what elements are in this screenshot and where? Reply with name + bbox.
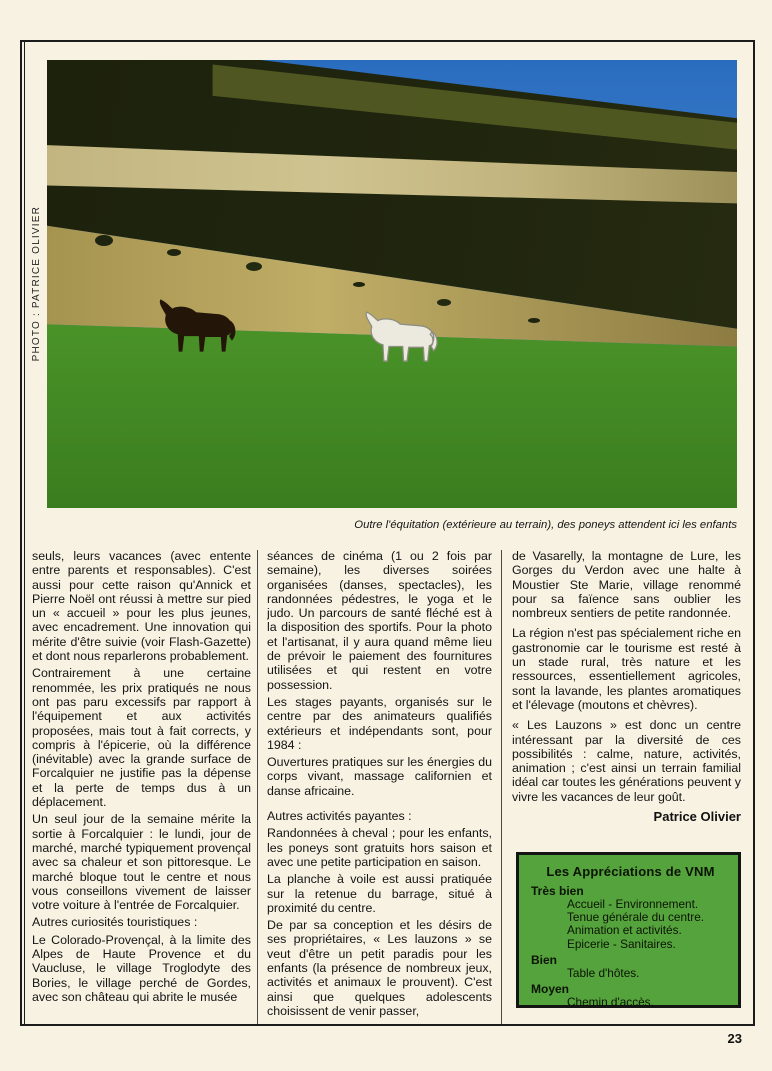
ratings-section-bien [531, 953, 730, 980]
article-paragraph: Les stages payants, organisés sur le centre par des animateurs qualifiés extérieurs et indépendants sont, pour 1984 : [267, 694, 492, 752]
article-paragraph: de Vasarelly, la montagne de Lure, les Gorges du Verdon avec une halte à Moustier Ste Marie, village renommé pour sa faïence sans oublier les nombreux sentiers de petite randonnée. [512, 549, 741, 621]
ratings-box-title: Les Appréciations de VNM [546, 864, 715, 879]
ratings-item: Table d'hôtes. [567, 965, 640, 980]
article-photo [47, 60, 737, 508]
ratings-section-moyen [531, 982, 730, 1009]
ratings-grade-label: Bien [531, 952, 558, 967]
ratings-item: Epicerie - Sanitaires. [567, 936, 676, 951]
article-paragraph: « Les Lauzons » est donc un centre intéressant par la diversité de ces possibilités : calme, nature, activités, animation ; c'est ainsi un terrain familial idéal car toutes les générations peuvent y vivre les vacances de leur goût. [512, 718, 741, 804]
article-paragraph: De par sa conception et les désirs de ses propriétaires, « Les lauzons » se veut d'être un petit paradis pour les enfants (la présence de nombreux jeux, activités et animaux le prouvent). C'est ainsi que quelques adolescents choisissent de venir passer, [267, 918, 492, 1018]
white-pony-silhouette [358, 306, 444, 368]
author-signature: Patrice Olivier [653, 809, 741, 825]
article-paragraph: seuls, leurs vacances (avec entente entre parents et responsables). C'est aussi pour cette raison qu'Annick et Pierre Noël ont réussi à mettre sur pied un « accueil » pour les plus jeunes, avec encadrement. Une innovation qui mérite d'être suivie (voir Flash-Gazette) et dont nous reparlerons probablement. [32, 549, 251, 664]
article-subhead: Autres curiosités touristiques : [32, 915, 198, 930]
article-paragraph: La région n'est pas spécialement riche en gastronomie car le tourisme est resté à un stade rural, très nature et les ressources, essentiellement agricoles, sont la lavande, les plantes aromatiques et l'élevage (moutons et chèvres). [512, 626, 741, 712]
article-column-1 [32, 549, 251, 1022]
ratings-section-tres-bien [531, 884, 730, 951]
ratings-item: Accueil - Environnement. [567, 897, 699, 911]
article-column-2 [267, 549, 492, 1022]
article-paragraph: Un seul jour de la semaine mérite la sortie à Forcalquier : le lundi, jour de marché, marché typiquement provençal avec sa chaleur et son pittoresque. Le marché bloque tout le centre et nous vous conseillons vivement de laisser votre voiture à l'entrée de Forcalquier. [32, 812, 251, 913]
ratings-item: Chemin d'accès. [567, 995, 654, 1010]
photo-credit: PHOTO : PATRICE OLIVIER [30, 206, 42, 362]
dark-pony-silhouette [151, 293, 243, 359]
page-number: 23 [727, 1031, 742, 1046]
photo-credit-strip [25, 60, 47, 508]
ratings-item: Tenue générale du centre. [567, 910, 705, 925]
column-divider [501, 550, 502, 1024]
article-paragraph: La planche à voile est aussi pratiquée sur la retenue du barrage, situé à proximité du centre. [267, 872, 492, 915]
ratings-item: Animation et activités. [567, 923, 682, 938]
article-paragraph: Randonnées à cheval ; pour les enfants, les poneys sont gratuits hors saison et avec une petite participation en saison. [267, 826, 492, 869]
scattered-shrubs [95, 235, 113, 246]
column-divider [257, 550, 258, 1024]
ratings-box [516, 852, 741, 1008]
ratings-grade-label: Moyen [531, 982, 570, 997]
ratings-grade-label: Très bien [531, 884, 584, 898]
article-paragraph: Ouvertures pratiques sur les énergies du corps vivant, massage californien et danse africaine. [267, 755, 492, 798]
article-subhead: Autres activités payantes : [267, 809, 412, 824]
article-paragraph: Contrairement à une certaine renommée, les prix pratiqués ne nous ont pas paru excessifs par rapport à l'équipement et aux activités proposées, mais tout à fait corrects, y compris à l'épicerie, où la différence (inévitable) avec la grande surface de Forcalquier ne justifie pas la dépense et la perte de temps dus à un déplacement. [32, 666, 251, 810]
photo-caption: Outre l'équitation (extérieure au terrain), des poneys attendent ici les enfants [354, 519, 737, 531]
article-paragraph: séances de cinéma (1 ou 2 fois par semaine), les diverses soirées organisées (danses, spectacles), les randonnées pédestres, le yoga et le judo. Un parcours de santé fléché est à la disposition des sportifs. Pour la photo et l'artisanat, il y aura quand même lieu de prévoir le paiement des fournitures utilisées et qui restent en votre possession. [267, 549, 492, 692]
article-paragraph: Le Colorado-Provençal, à la limite des Alpes de Haute Provence et du Vaucluse, le village Troglodyte des Bories, le village perché de Gordes, avec son château qui abrite le musée [32, 932, 251, 1004]
